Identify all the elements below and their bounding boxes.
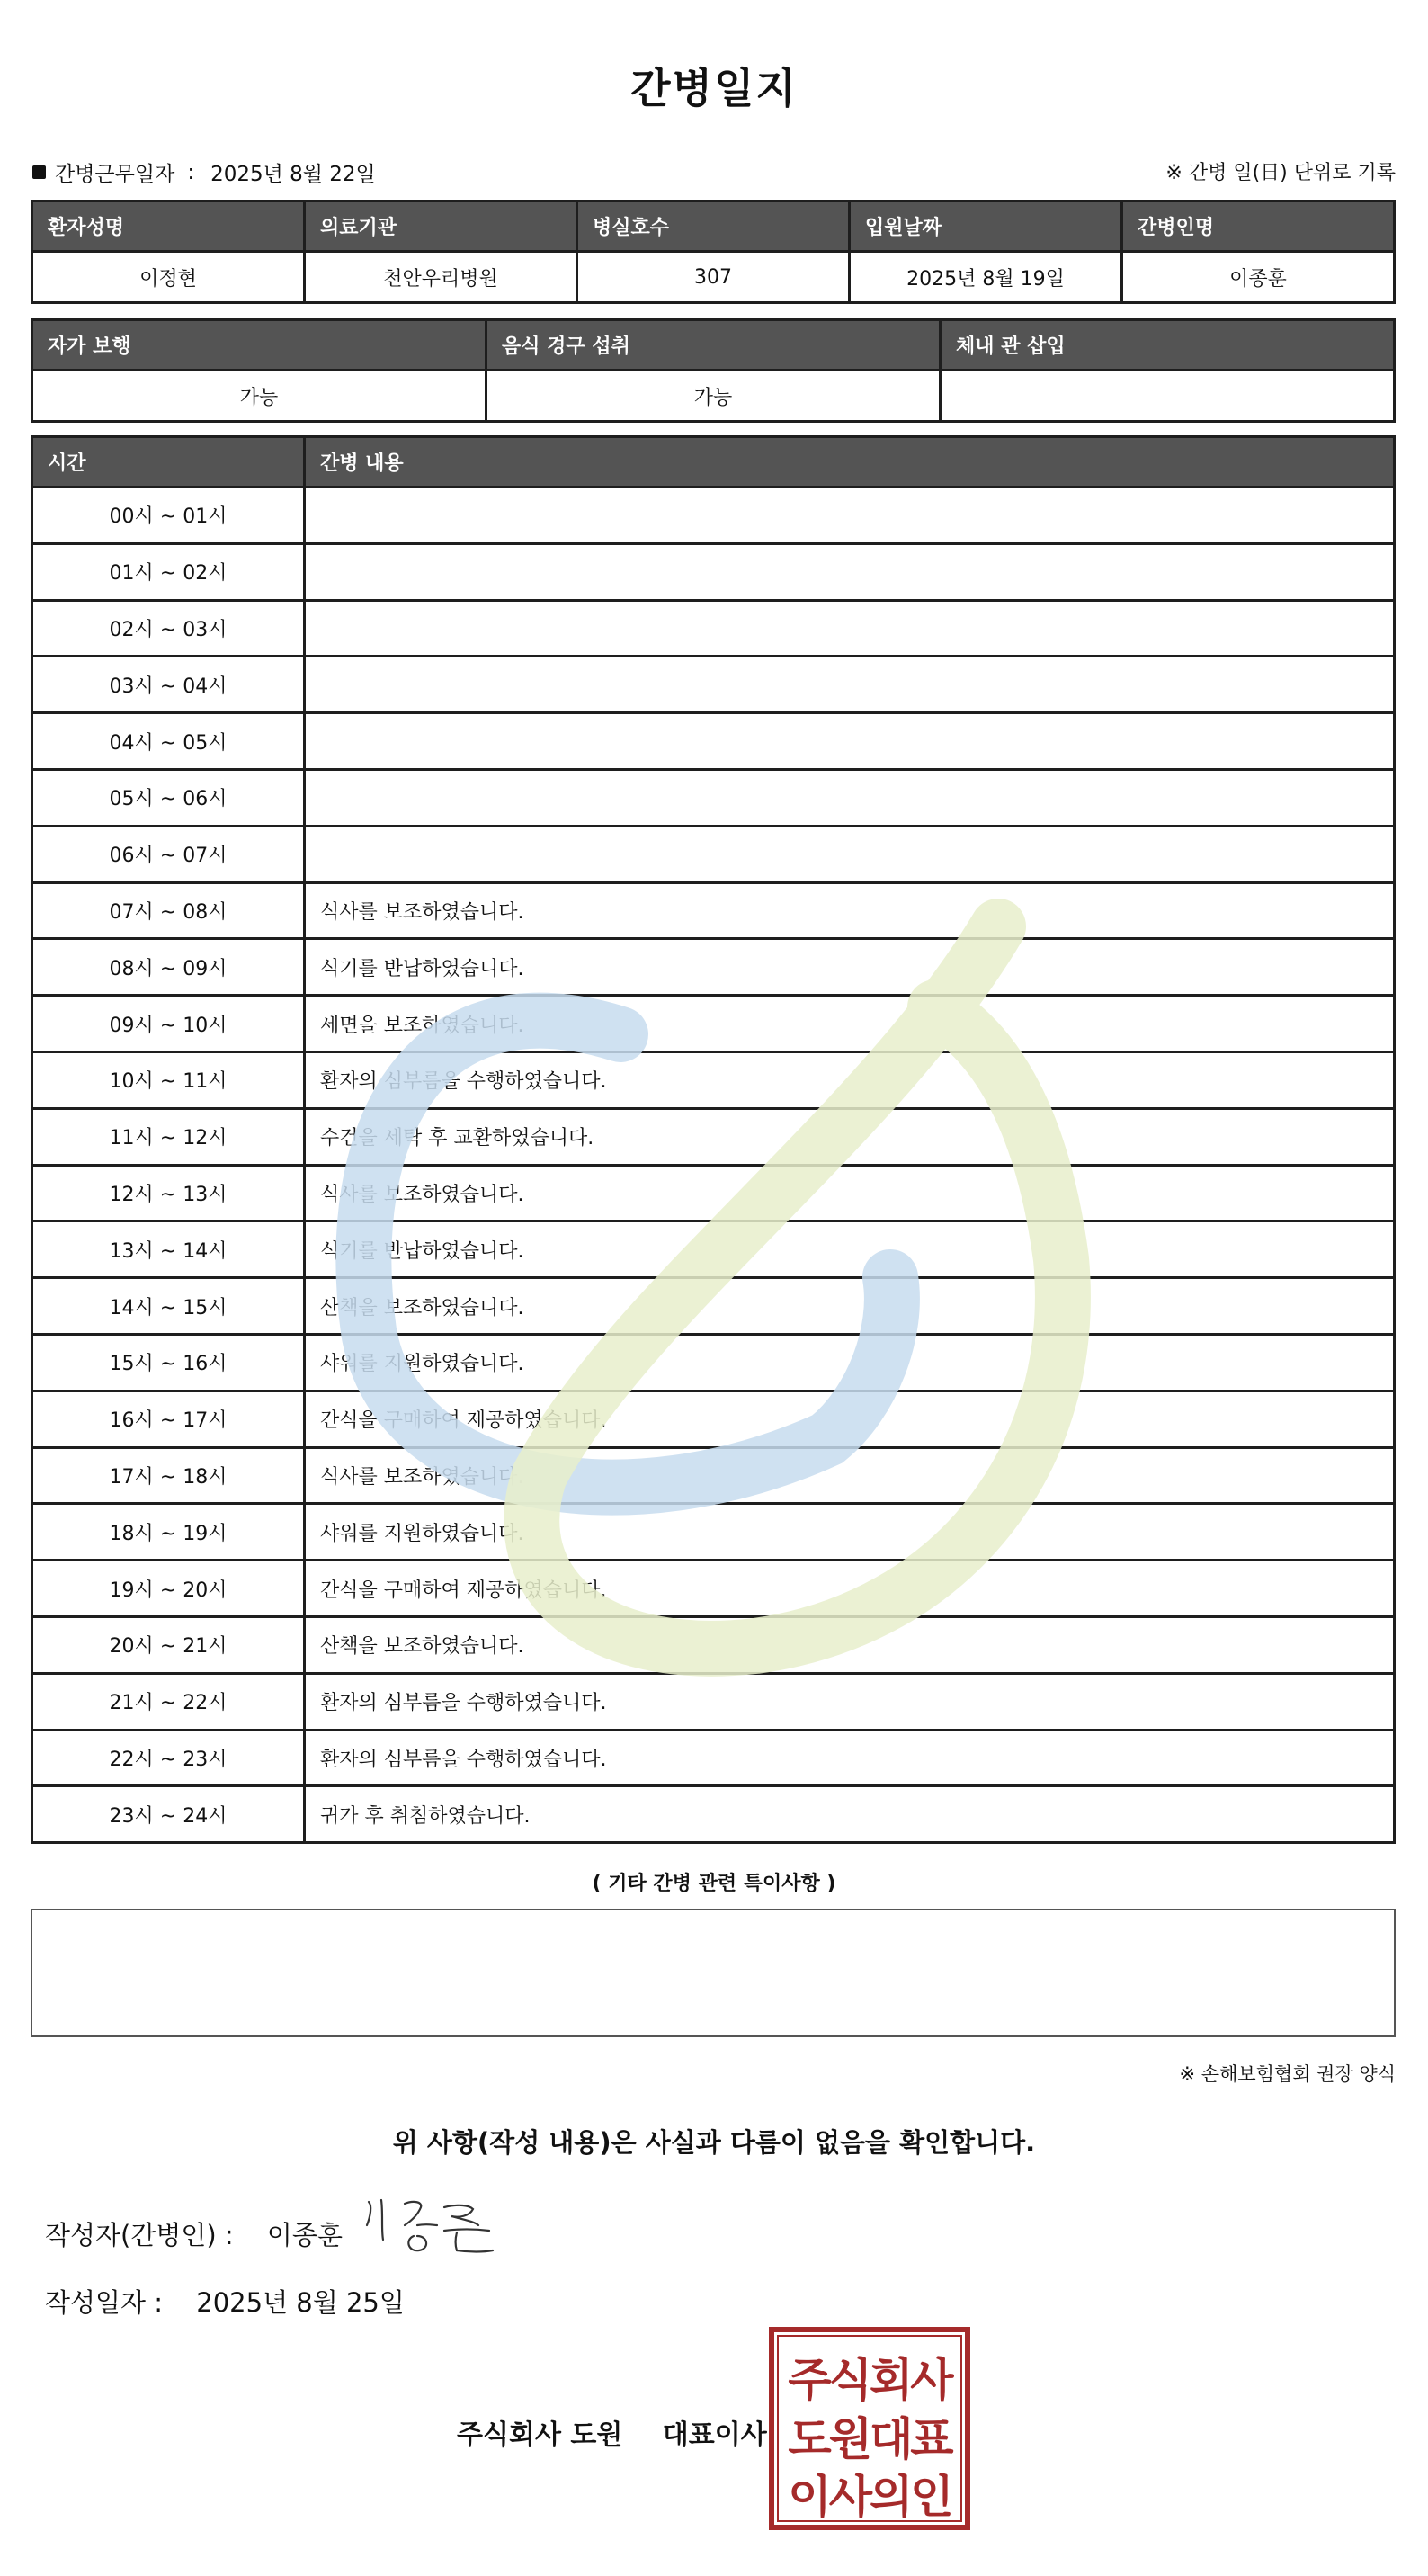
time-cell: 17시 ~ 18시	[32, 1447, 305, 1504]
schedule-row	[32, 1447, 1395, 1504]
value-row	[32, 371, 1395, 422]
care-content-cell	[305, 487, 1395, 544]
room-number-cell: 307	[577, 252, 850, 303]
schedule-row	[32, 1391, 1395, 1447]
header-tube-insertion: 체내 관 삽입	[941, 320, 1395, 371]
patient-info-table	[31, 200, 1396, 304]
header-patient-name: 환자성명	[32, 201, 305, 252]
time-cell: 20시 ~ 21시	[32, 1616, 305, 1673]
bullet-square-icon	[32, 165, 46, 179]
care-content-cell: 식사를 보조하였습니다.	[305, 1165, 1395, 1221]
care-content-cell: 수건을 세탁 후 교환하였습니다.	[305, 1108, 1395, 1165]
header-hospital: 의료기관	[305, 201, 577, 252]
care-content-cell	[305, 713, 1395, 770]
schedule-row	[32, 939, 1395, 996]
author-row	[45, 2215, 343, 2252]
hospital-cell: 천안우리병원	[305, 252, 577, 303]
care-content-cell: 귀가 후 취침하였습니다.	[305, 1786, 1395, 1843]
schedule-row	[32, 1051, 1395, 1108]
header-row	[32, 320, 1395, 371]
confirmation-statement: 위 사항(작성 내용)은 사실과 다름이 없음을 확인합니다.	[392, 2127, 1036, 2158]
author-name: 이종훈	[266, 2220, 343, 2250]
written-date-row	[45, 2283, 405, 2320]
schedule-row	[32, 1165, 1395, 1221]
schedule-row	[32, 600, 1395, 657]
time-cell: 10시 ~ 11시	[32, 1051, 305, 1108]
unit-note: ※ 간병 일(日) 단위로 기록	[1165, 162, 1396, 184]
notes-title: ( 기타 간병 관련 특이사항 )	[592, 1873, 836, 1895]
care-content-cell: 식기를 반납하였습니다.	[305, 939, 1395, 996]
svg-text:도원대표: 도원대표	[788, 2413, 951, 2465]
patient-name-cell: 이정현	[32, 252, 305, 303]
header-self-walking: 자가 보행	[32, 320, 486, 371]
header-care-content: 간병 내용	[305, 437, 1395, 487]
svg-text:주식회사: 주식회사	[788, 2354, 951, 2406]
schedule-row	[32, 1786, 1395, 1843]
tube-insertion-cell	[941, 371, 1395, 422]
care-content-cell: 샤워를 지원하였습니다.	[305, 1504, 1395, 1561]
care-content-cell	[305, 600, 1395, 657]
care-content-cell	[305, 769, 1395, 826]
care-date-colon: :	[187, 160, 195, 184]
time-cell: 13시 ~ 14시	[32, 1221, 305, 1278]
patient-status-table	[31, 318, 1396, 423]
care-content-cell	[305, 826, 1395, 882]
time-cell: 14시 ~ 15시	[32, 1278, 305, 1335]
time-cell: 22시 ~ 23시	[32, 1730, 305, 1786]
time-cell: 15시 ~ 16시	[32, 1334, 305, 1391]
oral-intake-cell: 가능	[486, 371, 941, 422]
schedule-row	[32, 996, 1395, 1052]
care-content-cell: 환자의 심부름을 수행하였습니다.	[305, 1673, 1395, 1730]
caregiver-name-cell: 이종훈	[1122, 252, 1395, 303]
time-cell: 18시 ~ 19시	[32, 1504, 305, 1561]
time-cell: 06시 ~ 07시	[32, 826, 305, 882]
time-cell: 12시 ~ 13시	[32, 1165, 305, 1221]
schedule-row	[32, 1334, 1395, 1391]
header-row	[32, 437, 1395, 487]
svg-text:이사의인: 이사의인	[788, 2471, 951, 2523]
schedule-row	[32, 1504, 1395, 1561]
self-walking-cell: 가능	[32, 371, 486, 422]
company-role: 대표이사	[662, 2419, 767, 2451]
written-date-label: 작성일자 :	[45, 2287, 164, 2318]
schedule-row	[32, 543, 1395, 600]
schedule-row	[32, 487, 1395, 544]
header-row	[32, 201, 1395, 252]
page-title: 간병일지	[630, 64, 798, 112]
schedule-row	[32, 1221, 1395, 1278]
care-content-cell: 환자의 심부름을 수행하였습니다.	[305, 1730, 1395, 1786]
care-content-cell: 간식을 구매하여 제공하였습니다.	[305, 1561, 1395, 1617]
time-cell: 23시 ~ 24시	[32, 1786, 305, 1843]
care-content-cell: 식기를 반납하였습니다.	[305, 1221, 1395, 1278]
time-cell: 02시 ~ 03시	[32, 600, 305, 657]
time-cell: 04시 ~ 05시	[32, 713, 305, 770]
care-content-cell: 식사를 보조하였습니다.	[305, 1447, 1395, 1504]
header-time: 시간	[32, 437, 305, 487]
time-cell: 19시 ~ 20시	[32, 1561, 305, 1617]
time-cell: 01시 ~ 02시	[32, 543, 305, 600]
care-date-value: 2025년 8월 22일	[210, 163, 376, 186]
time-cell: 05시 ~ 06시	[32, 769, 305, 826]
care-content-cell: 샤워를 지원하였습니다.	[305, 1334, 1395, 1391]
schedule-row	[32, 1673, 1395, 1730]
notes-box	[31, 1909, 1396, 2037]
schedule-row	[32, 1616, 1395, 1673]
schedule-row	[32, 657, 1395, 713]
value-row	[32, 252, 1395, 303]
header-room-number: 병실호수	[577, 201, 850, 252]
schedule-row	[32, 713, 1395, 770]
care-content-cell: 세면을 보조하였습니다.	[305, 996, 1395, 1052]
care-content-cell	[305, 543, 1395, 600]
schedule-row	[32, 1561, 1395, 1617]
care-content-cell	[305, 657, 1395, 713]
schedule-row	[32, 1278, 1395, 1335]
schedule-body	[32, 487, 1395, 1843]
schedule-row	[32, 1108, 1395, 1165]
company-row	[457, 2412, 767, 2452]
schedule-row	[32, 826, 1395, 882]
care-content-cell: 산책을 보조하였습니다.	[305, 1278, 1395, 1335]
time-cell: 07시 ~ 08시	[32, 882, 305, 939]
author-label: 작성자(간병인) :	[45, 2220, 234, 2250]
care-date-row	[32, 157, 376, 187]
time-cell: 00시 ~ 01시	[32, 487, 305, 544]
header-caregiver-name: 간병인명	[1122, 201, 1395, 252]
care-content-cell: 산책을 보조하였습니다.	[305, 1616, 1395, 1673]
handwritten-signature	[358, 2186, 511, 2267]
company-seal-icon	[769, 2327, 970, 2530]
company-name: 주식회사 도원	[457, 2419, 623, 2451]
schedule-row	[32, 882, 1395, 939]
care-content-cell: 간식을 구매하여 제공하였습니다.	[305, 1391, 1395, 1447]
time-cell: 08시 ~ 09시	[32, 939, 305, 996]
form-note: ※ 손해보험협회 권장 양식	[1179, 2063, 1396, 2085]
time-cell: 16시 ~ 17시	[32, 1391, 305, 1447]
schedule-row	[32, 1730, 1395, 1786]
time-cell: 09시 ~ 10시	[32, 996, 305, 1052]
schedule-row	[32, 769, 1395, 826]
care-date-label: 간병근무일자	[55, 163, 175, 186]
care-content-cell: 환자의 심부름을 수행하였습니다.	[305, 1051, 1395, 1108]
time-cell: 21시 ~ 22시	[32, 1673, 305, 1730]
admission-date-cell: 2025년 8월 19일	[850, 252, 1122, 303]
header-oral-intake: 음식 경구 섭취	[486, 320, 941, 371]
care-content-cell: 식사를 보조하였습니다.	[305, 882, 1395, 939]
header-admission-date: 입원날짜	[850, 201, 1122, 252]
time-cell: 03시 ~ 04시	[32, 657, 305, 713]
time-cell: 11시 ~ 12시	[32, 1108, 305, 1165]
written-date-value: 2025년 8월 25일	[196, 2287, 405, 2318]
care-schedule-table	[31, 435, 1396, 1844]
